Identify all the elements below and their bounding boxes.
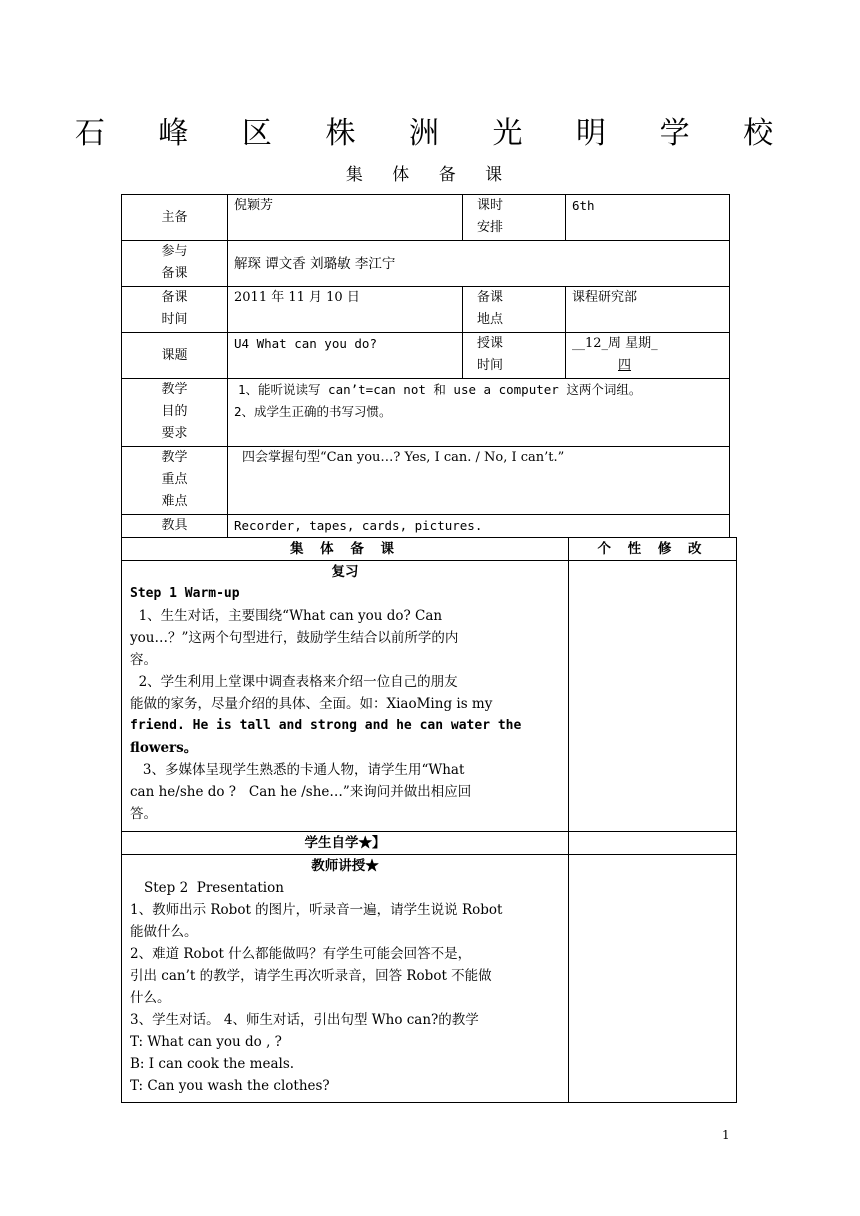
col-header-individual: 个 性 修 改 (569, 538, 737, 561)
keshi-value: 6th (566, 195, 730, 241)
step2-line: B: I can cook the meals. (130, 1056, 295, 1072)
step1-line: 2、学生利用上堂课中调查表格来介绍一位自己的朋友 (130, 674, 458, 690)
self-study-title: 学生自学★】 (122, 832, 569, 855)
step2-line: 引出 can’t 的教学，请学生再次听录音，回答 Robot 不能做 (130, 968, 492, 984)
teacher-title: 教师讲授★ (311, 858, 379, 874)
step2-line: T: What can you do , ? (130, 1034, 282, 1050)
page-subtitle: 集 体 备 课 (345, 165, 515, 185)
col-header-group: 集 体 备 课 (122, 538, 569, 561)
key-label (122, 447, 228, 515)
time-label (122, 287, 228, 333)
goal-item: 1、能听说读写 can’t=can not 和 use a computer 这两个词组。 (238, 382, 642, 397)
tools-label: 教具 (122, 515, 228, 538)
canyu-label-line: 参与 (161, 244, 188, 259)
teach-week: __12_周 星期_ (572, 336, 658, 351)
teach-time-label-line: 时间 (477, 358, 504, 373)
step1-line: 能做的家务，尽量介绍的具体、全面。如：XiaoMing is my (130, 696, 493, 712)
goal-item: 2、成学生正确的书写习惯。 (234, 404, 392, 419)
zhubei-label: 主备 (122, 195, 228, 241)
table-row (122, 241, 730, 287)
table-row (122, 515, 730, 538)
place-label-line: 备课 (477, 290, 504, 305)
step1-line: 答。 (130, 806, 157, 822)
table-row (122, 447, 730, 515)
topic-label: 课题 (122, 333, 228, 379)
step1-title: Step 1 Warm-up (130, 586, 240, 601)
place-label (463, 287, 566, 333)
canyu-label-line: 备课 (161, 266, 188, 281)
review-section (122, 561, 569, 832)
key-label-line: 重点 (161, 472, 188, 487)
step1-line: 容。 (130, 652, 157, 668)
review-notes (569, 561, 737, 832)
step2-line: 2、难道 Robot 什么都能做吗？有学生可能会回答不是， (130, 946, 472, 962)
keshi-label-line: 课时 (477, 198, 504, 213)
step1-line: you…？”这两个句型进行，鼓励学生结合以前所学的内 (130, 630, 459, 646)
review-title: 复习 (331, 564, 359, 580)
step1-line: can he/she do ? Can he /she…”来询问并做出相应回 (130, 784, 472, 800)
topic-value: U4 What can you do? (228, 333, 463, 379)
step2-line: 什么。 (130, 990, 171, 1006)
key-label-line: 难点 (161, 494, 188, 509)
step1-line: 3、多媒体呈现学生熟悉的卡通人物，请学生用“What (130, 762, 465, 778)
step2-line: 1、教师出示 Robot 的图片，听录音一遍，请学生说说 Robot (130, 902, 503, 918)
place-value: 课程研究部 (566, 287, 730, 333)
key-value: 四会掌握句型“Can you…? Yes, I can. / No, I can’t.” (228, 447, 730, 515)
goals-label (122, 379, 228, 447)
goals-value (228, 379, 730, 447)
step2-line: T: Can you wash the clothes? (130, 1078, 330, 1094)
table-row (122, 195, 730, 241)
step1-line: friend. He is tall and strong and he can water the (130, 718, 522, 733)
table-row (122, 333, 730, 379)
step2-line: 3、学生对话。 4、师生对话，引出句型 Who can?的教学 (130, 1012, 479, 1028)
time-label-line: 备课 (161, 290, 188, 305)
teach-time-value (566, 333, 730, 379)
step2-title: Step 2 Presentation (144, 880, 284, 896)
canyu-value: 解琛 谭文香 刘璐敏 李江宁 (228, 241, 730, 287)
table-row (122, 855, 737, 1103)
time-label-line: 时间 (161, 312, 188, 327)
self-study-notes (569, 832, 737, 855)
time-value: 2011 年 11 月 10 日 (228, 287, 463, 333)
step2-line: 能做什么。 (130, 924, 198, 940)
teach-time-label (463, 333, 566, 379)
table-row (122, 538, 737, 561)
table-row (122, 287, 730, 333)
tools-value: Recorder, tapes, cards, pictures. (228, 515, 730, 538)
key-label-line: 教学 (161, 450, 188, 465)
teach-day: 四 (618, 358, 632, 373)
canyu-label (122, 241, 228, 287)
teach-time-label-line: 授课 (477, 336, 504, 351)
table-row (122, 379, 730, 447)
goals-label-line: 教学 (161, 382, 188, 397)
place-label-line: 地点 (477, 312, 504, 327)
step1-line: flowers。 (130, 740, 198, 756)
goals-label-line: 要求 (161, 426, 188, 441)
teaching-section (122, 855, 569, 1103)
teaching-notes (569, 855, 737, 1103)
goals-label-line: 目的 (161, 404, 188, 419)
zhubei-value: 倪颖芳 (228, 195, 463, 241)
step1-line: 1、生生对话，主要围绕“What can you do? Can (130, 608, 443, 624)
info-table (121, 194, 730, 538)
table-row (122, 832, 737, 855)
keshi-label (463, 195, 566, 241)
school-title: 石 峰 区 株 洲 光 明 学 校 (74, 116, 796, 151)
plan-table (121, 537, 737, 1103)
table-row (122, 561, 737, 832)
keshi-label-line: 安排 (477, 220, 504, 235)
page-number: 1 (722, 1128, 730, 1142)
